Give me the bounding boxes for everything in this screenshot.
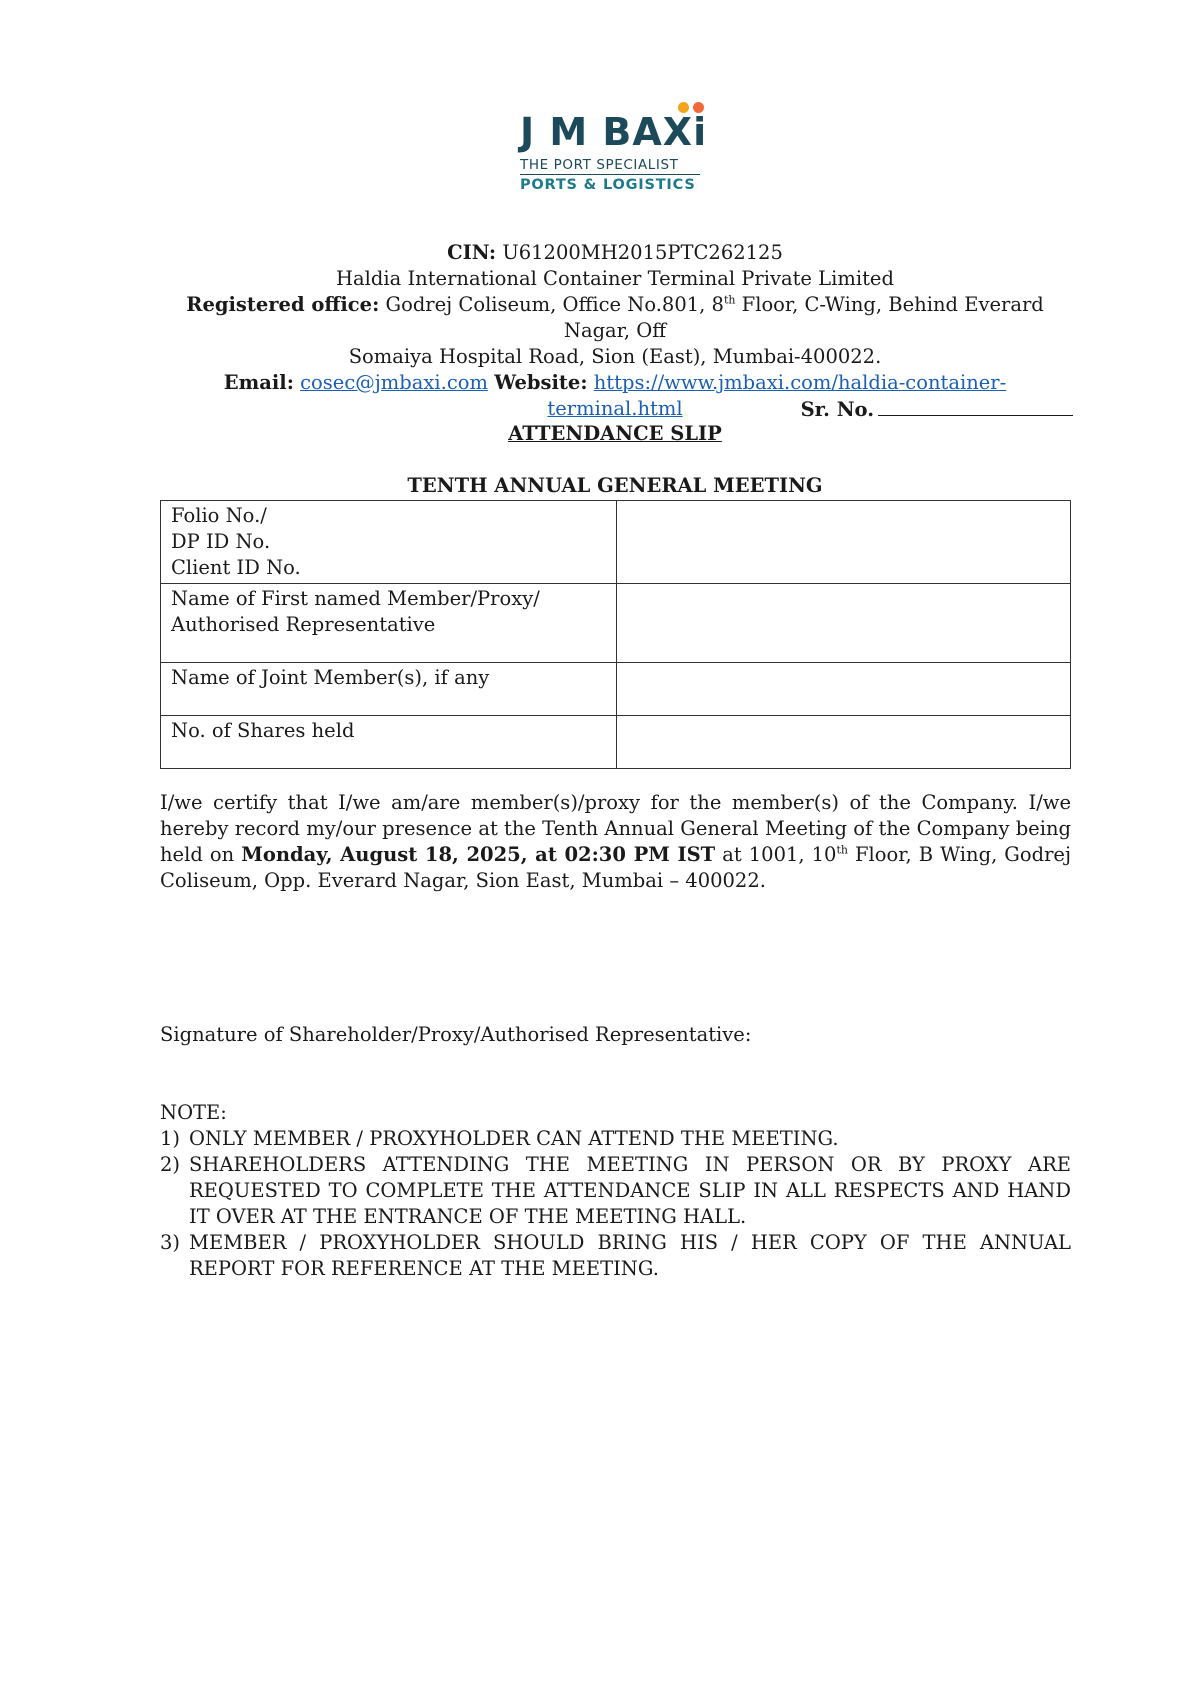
website-label: Website: [494,371,588,394]
member-name-label: Name of First named Member/Proxy/ [171,587,540,610]
notes-section [160,1100,1071,1282]
note-number: 2) [160,1153,181,1176]
note-number: 1) [160,1127,181,1150]
note-title: NOTE: [160,1101,227,1124]
email-label: Email: [223,371,294,394]
office-sup: th [723,293,736,307]
certification-paragraph [160,790,1071,894]
logo-divider [520,174,700,175]
list-item [160,1152,1071,1230]
logo-wordmark: J M BAXi [520,110,708,154]
company-header [160,240,1070,422]
note-text: SHAREHOLDERS ATTENDING THE MEETING IN PERSON OR BY PROXY ARE REQUESTED TO COMPLETE THE ATTENDANCE SLIP IN ALL RESPECTS AND HAND IT OVER AT THE ENTRANCE OF THE MEETING HALL. [189,1153,1071,1228]
company-name: Haldia International Container Terminal Private Limited [336,267,894,290]
joint-member-label-cell [161,663,617,716]
cin-label: CIN: [447,241,497,264]
notes-list [160,1126,1071,1282]
member-name-value-cell[interactable] [617,584,1071,663]
representative-label: Authorised Representative [171,613,436,636]
joint-member-label: Name of Joint Member(s), if any [171,666,490,689]
folio-value-cell[interactable] [617,501,1071,584]
shares-value-cell[interactable] [617,716,1071,769]
office-address-post: Floor, C-Wing, Behind Everard Nagar, Off [563,293,1044,342]
company-logo [520,100,710,196]
certification-sup: th [836,843,848,857]
meeting-date: Monday, August 18, 2025, at 02:30 PM IST [241,843,716,866]
member-name-label-cell [161,584,617,663]
shares-label-cell [161,716,617,769]
shares-label: No. of Shares held [171,719,355,742]
note-text: ONLY MEMBER / PROXYHOLDER CAN ATTEND THE MEETING. [189,1127,839,1150]
client-id-label: Client ID No. [171,556,301,579]
email-link[interactable]: cosec@jmbaxi.com [300,371,488,394]
joint-member-value-cell[interactable] [617,663,1071,716]
folio-label: Folio No./ [171,504,267,527]
cin-line [160,240,1070,266]
folio-label-cell [161,501,617,584]
website-link[interactable]: https://www.jmbaxi.com/haldia-container-terminal.html [547,371,1007,420]
office-address-pre: Godrej Coliseum, Office No.801, 8 [385,293,724,316]
registered-office-line [160,292,1070,344]
logo-tagline: THE PORT SPECIALIST [520,157,679,173]
note-text: MEMBER / PROXYHOLDER SHOULD BRING HIS / HER COPY OF THE ANNUAL REPORT FOR REFERENCE AT THE MEETING. [189,1231,1071,1280]
dp-id-label: DP ID No. [171,530,271,553]
table-row [161,584,1071,663]
meeting-title: TENTH ANNUAL GENERAL MEETING [407,474,823,497]
note-number: 3) [160,1231,181,1254]
serial-number-label: Sr. No. [800,398,874,421]
logo-division: PORTS & LOGISTICS [520,177,696,193]
list-item [160,1126,1071,1152]
signature-label: Signature of Shareholder/Proxy/Authorised Representative: [160,1023,752,1046]
certification-text-3: Floor, B Wing, Godrej Coliseum, Opp. Everard Nagar, Sion East, Mumbai – 400022. [160,843,1072,892]
office-label: Registered office: [186,293,380,316]
member-details-table [160,500,1071,769]
certification-text-1: I/we certify that I/we am/are member(s)/proxy for the member(s) of the Company. I/we hereby record my/our presence at the Tenth Annual General Meeting of the Company being held on [160,791,1071,866]
table-row [161,716,1071,769]
serial-number-field [801,398,1073,421]
cin-value: U61200MH2015PTC262125 [502,241,783,264]
serial-number-blank[interactable] [878,399,1073,416]
list-item [160,1230,1071,1282]
table-row [161,501,1071,584]
office-address-line2: Somaiya Hospital Road, Sion (East), Mumbai-400022. [348,345,882,368]
slip-title: ATTENDANCE SLIP [508,422,722,445]
certification-text-2: at 1001, 10 [722,843,837,866]
table-row [161,663,1071,716]
